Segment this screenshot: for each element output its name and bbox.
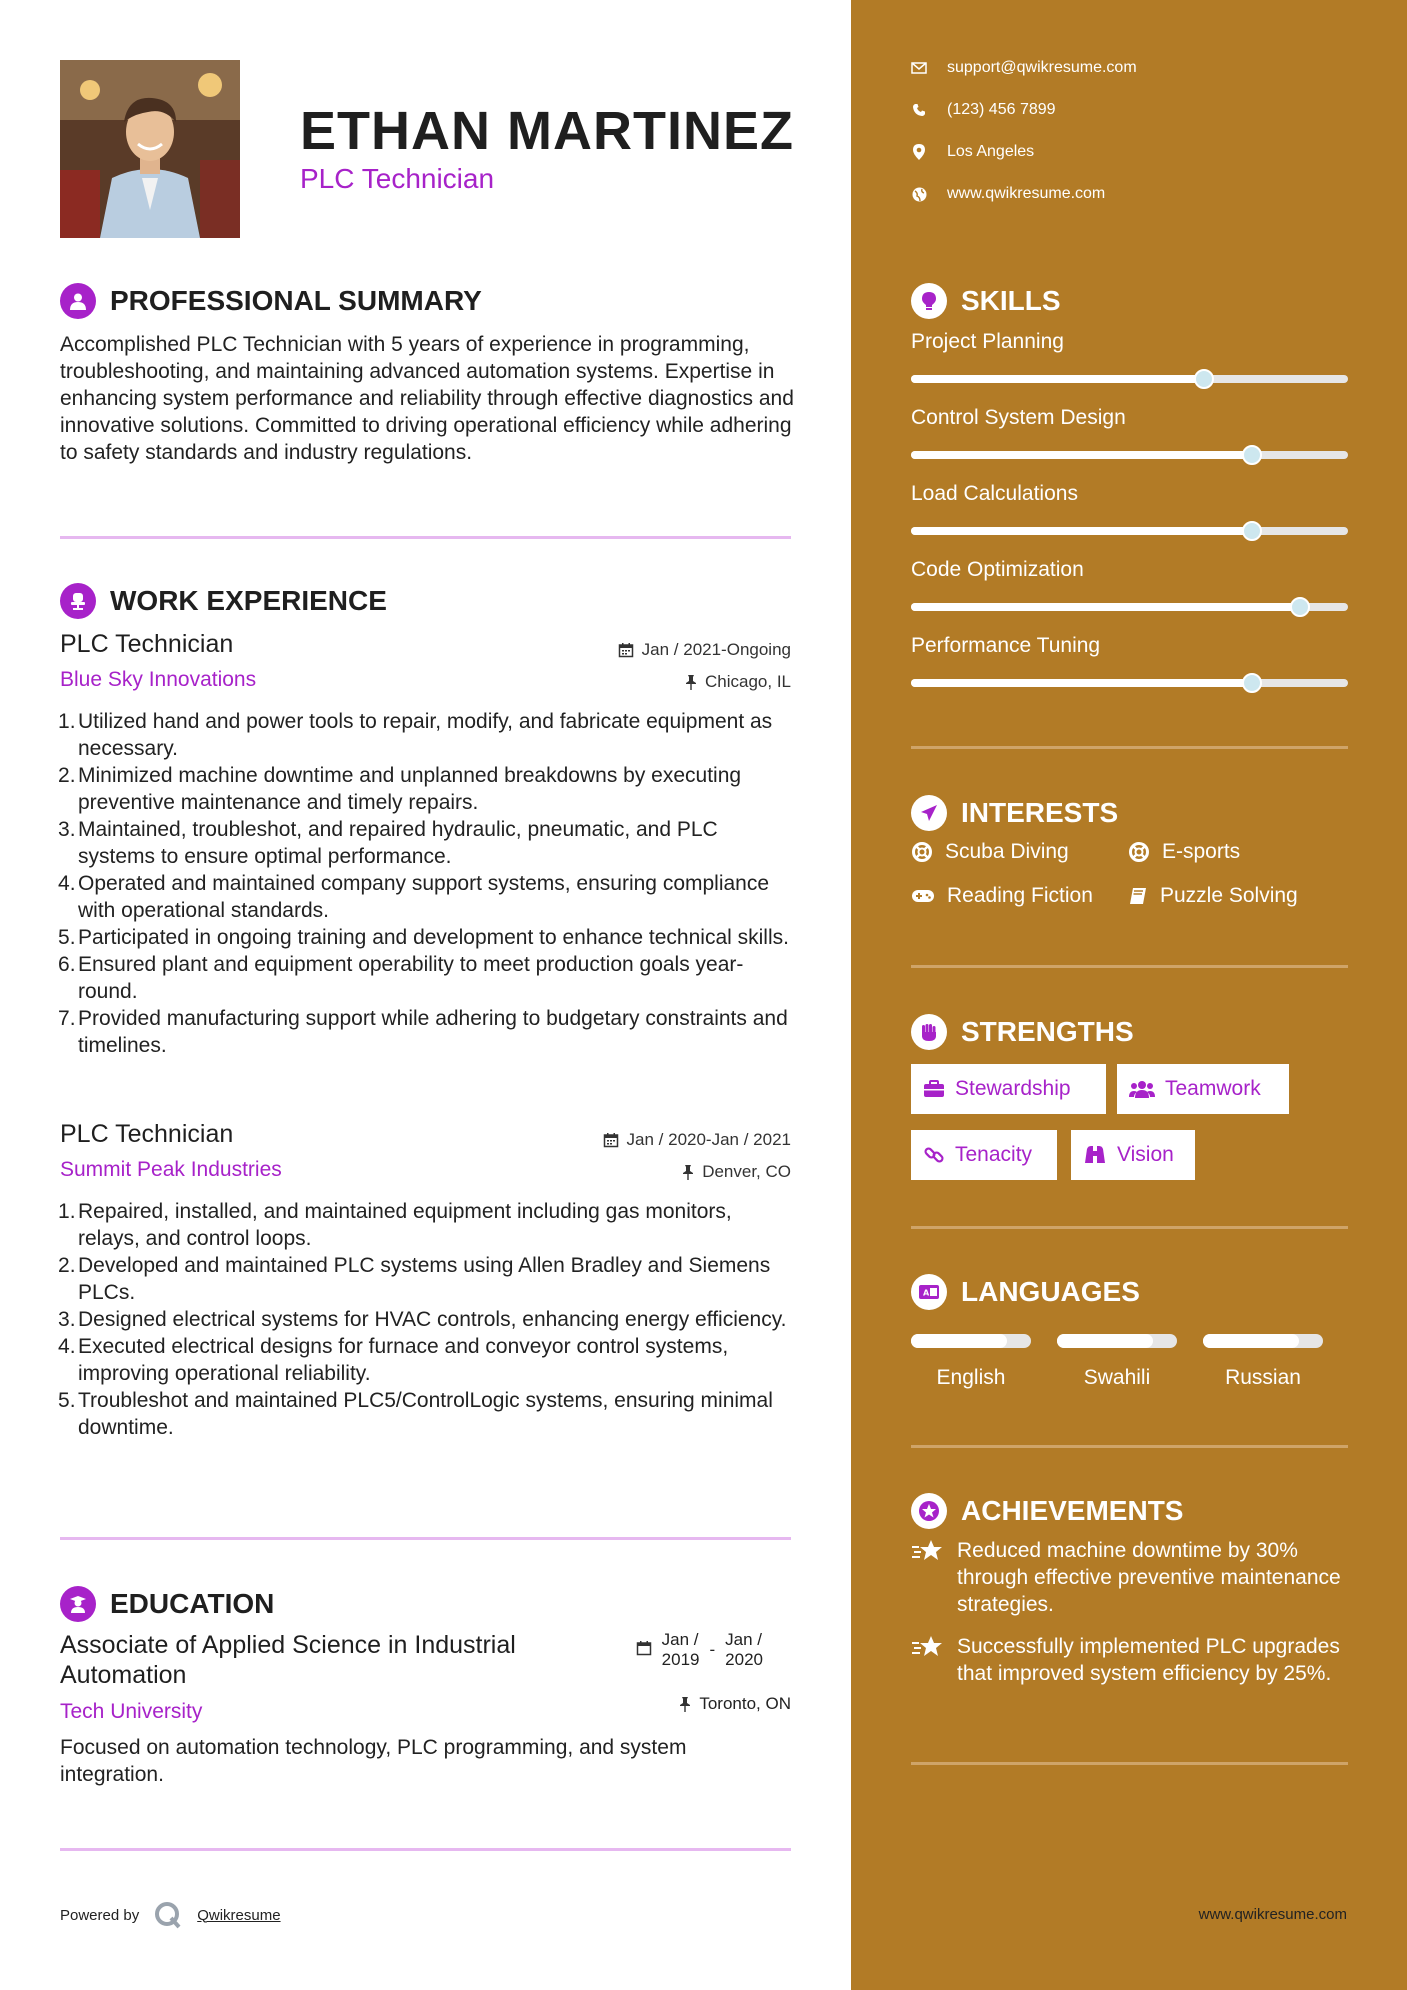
calendar-icon	[618, 642, 634, 658]
skill-bar-handle	[1194, 369, 1214, 389]
section-divider	[911, 1226, 1348, 1229]
experience-heading	[60, 583, 387, 619]
achievement-item: Successfully implemented PLC upgrades that improved system efficiency by 25%.	[911, 1633, 1351, 1687]
skills-title: SKILLS	[961, 285, 1061, 316]
users-icon	[1129, 1080, 1155, 1098]
language-item	[911, 1334, 1031, 1390]
job-entry	[60, 630, 791, 1059]
strengths-heading	[911, 1014, 1134, 1050]
language-item	[1057, 1334, 1177, 1390]
language-name: Swahili	[1083, 1366, 1151, 1389]
languages-heading	[911, 1274, 1140, 1310]
language-item	[1203, 1334, 1323, 1390]
skill-bar	[911, 603, 1348, 611]
language-bar-fill	[1203, 1334, 1299, 1348]
summary-text: Accomplished PLC Technician with 5 years of experience in programming, troubleshooting, and maintaining advanced automation systems. Expertise in enhancing system performance and reliability through effective diagnostics and innovative solutions. Committed to driving operational efficiency while adhering to safety standards and industry regulations.	[60, 333, 794, 464]
skills-heading	[911, 283, 1061, 319]
section-divider	[911, 965, 1348, 968]
job-duties	[60, 708, 791, 1059]
graduate-icon	[60, 1586, 96, 1622]
envelope-icon	[911, 60, 927, 76]
section-divider	[60, 1537, 791, 1540]
job-title: PLC Technician	[60, 630, 234, 658]
list-item: Minimized machine downtime and unplanned breakdowns by executing preventive maintenance and timely repairs.	[78, 764, 742, 814]
briefcase-chair-icon	[60, 583, 96, 619]
contact-phone[interactable]: (123) 456 7899	[911, 101, 1056, 119]
book-icon	[1128, 886, 1148, 906]
summary-heading	[60, 283, 482, 319]
job-location: Chicago, IL	[685, 672, 791, 692]
briefcase-icon	[923, 1080, 945, 1098]
map-marker-icon	[911, 144, 927, 160]
skill-bar-handle	[1290, 597, 1310, 617]
strength-badge: Teamwork	[1117, 1064, 1289, 1114]
skill-bar-fill	[911, 679, 1252, 687]
candidate-role: PLC Technician	[300, 163, 495, 194]
list-item: Designed electrical systems for HVAC controls, enhancing energy efficiency.	[78, 1308, 787, 1331]
skill-label: Load Calculations	[911, 482, 1078, 505]
job-location: Denver, CO	[682, 1162, 791, 1182]
skill-bar-fill	[911, 603, 1300, 611]
contact-email[interactable]: support@qwikresume.com	[911, 59, 1137, 77]
end-date: Jan / 2020	[725, 1630, 763, 1669]
school: Tech University	[60, 1700, 203, 1723]
skill-bar-handle	[1242, 673, 1262, 693]
job-duties	[60, 1198, 791, 1441]
language-bar-fill	[911, 1334, 1007, 1348]
start-date: Jan / 2019	[661, 1630, 700, 1669]
brand-link[interactable]: Qwikresume	[197, 1906, 281, 1924]
achievement-item: Reduced machine downtime by 30% through effective preventive maintenance strategies.	[911, 1537, 1351, 1618]
language-name: English	[936, 1366, 1006, 1389]
paper-plane-icon	[911, 795, 947, 831]
contact-website[interactable]: www.qwikresume.com	[911, 185, 1105, 203]
summary-title: PROFESSIONAL SUMMARY	[110, 285, 482, 316]
section-divider	[60, 1848, 791, 1851]
experience-title: WORK EXPERIENCE	[110, 585, 387, 616]
job-date: Jan / 2021-Ongoing	[618, 640, 791, 660]
languages-title: LANGUAGES	[961, 1276, 1140, 1307]
skill-bar	[911, 679, 1348, 687]
list-item: Provided manufacturing support while adhering to budgetary constraints and timelines.	[78, 1007, 788, 1057]
education-heading	[60, 1586, 274, 1622]
skill-bar-fill	[911, 527, 1252, 535]
job-title: PLC Technician	[60, 1120, 234, 1148]
interest-item: Reading Fiction	[911, 884, 1093, 908]
language-bar	[911, 1334, 1031, 1348]
footer-website[interactable]: www.qwikresume.com	[1198, 1906, 1347, 1923]
binoculars-icon	[1083, 1145, 1107, 1165]
star-streak-icon	[911, 1537, 943, 1564]
education-description: Focused on automation technology, PLC programming, and system integration.	[60, 1736, 687, 1786]
language-bar	[1203, 1334, 1323, 1348]
fist-icon	[911, 1014, 947, 1050]
language-bar-fill	[1057, 1334, 1153, 1348]
skill-bar	[911, 375, 1348, 383]
translate-icon	[911, 1274, 947, 1310]
language-name: Russian	[1225, 1366, 1301, 1389]
skill-label: Control System Design	[911, 406, 1126, 429]
education-location: Toronto, ON	[679, 1694, 791, 1714]
calendar-icon	[603, 1132, 619, 1148]
skill-bar-fill	[911, 375, 1204, 383]
strengths-title: STRENGTHS	[961, 1016, 1134, 1047]
list-item: Troubleshot and maintained PLC5/ControlLogic systems, ensuring minimal downtime.	[78, 1389, 773, 1439]
education-dates	[636, 1630, 763, 1670]
degree: Associate of Applied Science in Industrial Automation	[60, 1631, 516, 1689]
date-separator: -	[709, 1640, 716, 1659]
star-streak-icon	[911, 1633, 943, 1660]
section-divider	[911, 1445, 1348, 1448]
section-divider	[911, 746, 1348, 749]
user-icon	[60, 283, 96, 319]
list-item: Executed electrical designs for furnace and conveyor control systems, improving operational reliability.	[78, 1335, 729, 1385]
interests-heading	[911, 795, 1118, 831]
list-item: Operated and maintained company support systems, ensuring compliance with operational standards.	[78, 872, 770, 922]
profile-photo	[60, 60, 240, 238]
strength-badge: Tenacity	[911, 1130, 1057, 1180]
globe-icon	[911, 186, 927, 202]
interest-item: E-sports	[1128, 840, 1240, 864]
qwikresume-logo-icon	[153, 1900, 183, 1930]
interest-item: Scuba Diving	[911, 840, 1069, 864]
skill-bar	[911, 451, 1348, 459]
lifebuoy-icon	[1128, 841, 1150, 863]
sidebar	[851, 0, 1407, 1990]
candidate-name: ETHAN MARTINEZ	[300, 101, 794, 161]
contact-location: Los Angeles	[911, 143, 1034, 161]
lightbulb-icon	[911, 283, 947, 319]
powered-label: Powered by	[60, 1906, 140, 1924]
job-company: Summit Peak Industries	[60, 1158, 282, 1181]
link-icon	[923, 1144, 945, 1166]
achievements-heading	[911, 1493, 1183, 1529]
interest-item: Puzzle Solving	[1128, 884, 1298, 908]
svg-text:A: A	[923, 1288, 930, 1298]
star-badge-icon	[911, 1493, 947, 1529]
list-item: Participated in ongoing training and development to enhance technical skills.	[78, 926, 789, 949]
skill-bar	[911, 527, 1348, 535]
list-item: Utilized hand and power tools to repair, modify, and fabricate equipment as necessary.	[78, 710, 773, 760]
list-item: Maintained, troubleshot, and repaired hydraulic, pneumatic, and PLC systems to ensure optimal performance.	[78, 818, 718, 868]
interests-title: INTERESTS	[961, 797, 1119, 828]
lifebuoy-icon	[911, 841, 933, 863]
skill-bar-fill	[911, 451, 1252, 459]
job-date: Jan / 2020-Jan / 2021	[603, 1130, 791, 1150]
skill-bar-handle	[1242, 521, 1262, 541]
skill-label: Project Planning	[911, 330, 1064, 353]
achievements-title: ACHIEVEMENTS	[961, 1495, 1184, 1526]
pin-icon	[685, 674, 697, 690]
calendar-icon	[636, 1640, 652, 1656]
phone-icon	[911, 102, 927, 118]
pin-icon	[679, 1696, 691, 1712]
pin-icon	[682, 1164, 694, 1180]
skill-label: Code Optimization	[911, 558, 1084, 581]
strength-badge: Vision	[1071, 1130, 1195, 1180]
gamepad-icon	[911, 888, 935, 904]
list-item: Developed and maintained PLC systems using Allen Bradley and Siemens PLCs.	[78, 1254, 771, 1304]
education-title: EDUCATION	[110, 1588, 275, 1619]
section-divider	[911, 1762, 1348, 1765]
language-bar	[1057, 1334, 1177, 1348]
strength-badge: Stewardship	[911, 1064, 1106, 1114]
job-entry	[60, 1120, 791, 1441]
education-entry	[60, 1630, 791, 1788]
job-company: Blue Sky Innovations	[60, 668, 257, 691]
section-divider	[60, 536, 791, 539]
skill-label: Performance Tuning	[911, 634, 1101, 657]
list-item: Repaired, installed, and maintained equipment including gas monitors, relays, and control loops.	[78, 1200, 732, 1250]
list-item: Ensured plant and equipment operability to meet production goals year-round.	[78, 953, 744, 1003]
skill-bar-handle	[1242, 445, 1262, 465]
powered-by	[60, 1900, 281, 1930]
